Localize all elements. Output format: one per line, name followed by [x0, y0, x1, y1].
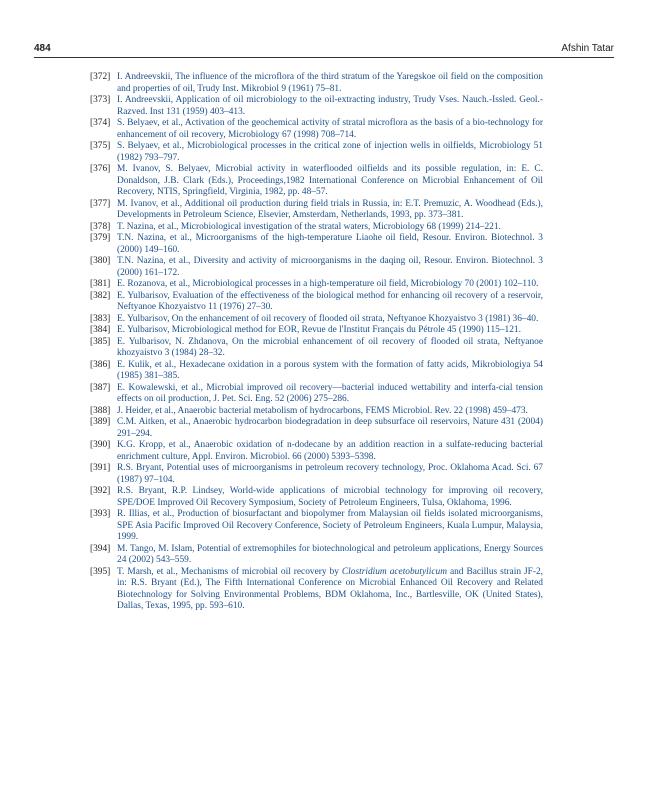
reference-number: [383]: [90, 313, 111, 324]
page-number: 484: [34, 43, 51, 54]
reference-388: [90, 406, 543, 418]
reference-link[interactable]: E. Yulbarisov, On the enhancement of oil recovery of flooded oil strata, Neftyanoe Khozyaistvo 3 (1981) 36–40.: [117, 313, 539, 324]
reference-386: [90, 360, 543, 383]
reference-link[interactable]: M. Ivanov, et al., Additional oil production during field trials in Russia, in: E.T. Premuzic, A. Woodhead (Eds.), Developments in Petroleum Science, Elsevier, Amsterdam, Netherlands, 1993, pp. 373–381.: [117, 198, 543, 220]
reference-387: [90, 383, 543, 406]
reference-link[interactable]: E. Rozanova, et al., Microbiological processes in a high-temperature oil field, Microbiology 70 (2001) 102–110.: [117, 279, 539, 289]
reference-390: [90, 440, 543, 463]
reference-375: [90, 141, 543, 164]
species-name: Clostridium acetobutylicum: [341, 566, 447, 577]
reference-382: [90, 291, 543, 314]
reference-number: [372]: [90, 72, 111, 82]
reference-link[interactable]: M. Ivanov, S. Belyaev, Microbial activity in waterflooded oilfields and its possible regulation, in: E. C. Donaldson, J.B. Clark (Eds.), Proceedings,1982 International Conference on Microbial Enhancement of Oil Recovery, NTIS, Springfield, Virginia, 1982, pp. 48–57.: [117, 164, 543, 197]
reference-391: [90, 463, 543, 486]
reference-378: [90, 222, 543, 234]
reference-link[interactable]: K.G. Kropp, et al., Anaerobic oxidation of n-dodecane by an addition reaction in a sulfate-reducing bacterial enrichment culture, Appl. Environ. Microbiol. 66 (2000) 5393–5398.: [117, 440, 543, 462]
reference-372: [90, 72, 543, 95]
reference-link[interactable]: T.N. Nazina, et al., Microorganisms of the high-temperature Liaohe oil field, Resour. Environ. Biotechnol. 3 (2000) 149–160.: [117, 233, 543, 255]
reference-link[interactable]: I. Andreevskii, Application of oil microbiology to the oil-extracting industry, Trudy Vses. Nauch.-Issled. Geol.-Razved. Inst 131 (1959) 403–413.: [117, 95, 543, 117]
reference-392: [90, 486, 543, 509]
reference-link[interactable]: R. Illias, et al., Production of biosurfactant and biopolymer from Malaysian oil fields isolated microorganisms, SPE Asia Pacific Improved Oil Recovery Conference, Society of Petroleum Engineers, Kuala Lumpur, Malaysia, 1999.: [117, 509, 543, 542]
reference-link[interactable]: [117, 567, 543, 612]
reference-395: [90, 567, 543, 613]
reference-link[interactable]: I. Andreevskii, The influence of the microflora of the third stratum of the Yaregskoe oil field on the composition and properties of oil, Trudy Inst. Mikrobiol 9 (1961) 75–81.: [117, 72, 543, 94]
reference-number: [391]: [90, 463, 111, 473]
reference-link[interactable]: T. Nazina, et al., Microbiological investigation of the stratal waters, Microbiology 68 (1999) 214–221.: [117, 221, 501, 232]
reference-link[interactable]: R.S. Bryant, Potential uses of microorganisms in petroleum recovery technology, Proc. Oklahoma Acad. Sci. 67 (1987) 97–104.: [117, 463, 543, 485]
reference-385: [90, 337, 543, 360]
reference-number: [387]: [90, 382, 111, 393]
reference-393: [90, 509, 543, 544]
reference-379: [90, 233, 543, 256]
reference-number: [394]: [90, 543, 111, 554]
reference-list: [90, 72, 543, 613]
reference-link[interactable]: T.N. Nazina, et al., Diversity and activity of microorganisms in the daqing oil, Resour. Environ. Biotechnol. 3 (2000) 161–172.: [117, 256, 543, 278]
reference-number: [378]: [90, 221, 111, 232]
reference-text-before: T. Marsh, et al., Mechanisms of microbial oil recovery by: [117, 566, 342, 577]
reference-number: [384]: [90, 325, 111, 335]
reference-number: [388]: [90, 405, 111, 416]
reference-link[interactable]: E. Yulbarisov, N. Zhdanova, On the microbial enhancement of oil recovery of flooded oil strata, Neftyanoe khozyaistvo 3 (1984) 28–32.: [117, 336, 543, 358]
reference-text-after: and Bacillus strain JF-2, in: R.S. Bryant (Ed.), The Fifth International Conference on Microbial Enhanced Oil Recovery and Related Biotechnology for Solving Environmental Problems, BDM Oklahoma, Inc., Bartlesville, OK (United States), Dallas, Texas, 1995, pp. 593–610.: [117, 566, 544, 611]
reference-number: [373]: [90, 95, 111, 105]
reference-link[interactable]: C.M. Aitken, et al., Anaerobic hydrocarbon biodegradation in deep subsurface oil reservoirs, Nature 431 (2004) 291–294.: [117, 417, 543, 439]
running-header: [34, 41, 614, 57]
reference-link[interactable]: E. Kulik, et al., Hexadecane oxidation in a porous system with the formation of fatty acids, Mikrobiologiya 54 (1985) 381–385.: [117, 359, 543, 381]
reference-number: [377]: [90, 198, 111, 209]
running-author: Afshin Tatar: [561, 43, 614, 54]
reference-number: [392]: [90, 486, 111, 496]
reference-number: [379]: [90, 233, 111, 243]
reference-number: [376]: [90, 164, 111, 174]
reference-number: [382]: [90, 290, 111, 301]
reference-377: [90, 199, 543, 222]
reference-number: [385]: [90, 336, 111, 347]
reference-number: [381]: [90, 279, 111, 289]
reference-number: [374]: [90, 118, 111, 128]
reference-number: [390]: [90, 440, 111, 450]
header-rule: [34, 57, 614, 58]
reference-number: [375]: [90, 141, 111, 151]
reference-384: [90, 325, 543, 337]
reference-link[interactable]: S. Belyaev, et al., Activation of the geochemical activity of stratal microflora as the basis of a bio-technology for enhancement of oil recovery, Microbiology 67 (1998) 708–714.: [117, 118, 543, 140]
reference-389: [90, 417, 543, 440]
reference-number: [380]: [90, 256, 111, 266]
reference-number: [386]: [90, 359, 111, 370]
reference-link[interactable]: E. Kowalewski, et al., Microbial improved oil recovery—bacterial induced wettability and interfa-cial tension effects on oil production, J. Pet. Sci. Eng. 52 (2006) 275–286.: [117, 382, 543, 404]
reference-number: [389]: [90, 417, 111, 427]
reference-link[interactable]: R.S. Bryant, R.P. Lindsey, World-wide applications of microbial technology for improving oil recovery, SPE/DOE Improved Oil Recovery Symposium, Society of Petroleum Engineers, Tulsa, Oklahoma, 1996.: [117, 486, 543, 508]
reference-number: [393]: [90, 509, 111, 519]
reference-381: [90, 279, 543, 291]
reference-link[interactable]: E. Yulbarisov, Evaluation of the effectiveness of the biological method for enhancing oil recovery of a reservoir, Neftyanoe Khozyaistvo 11 (1976) 27–30.: [117, 290, 543, 312]
reference-383: [90, 314, 543, 326]
reference-380: [90, 256, 543, 279]
reference-link[interactable]: E. Yulbarisov, Microbiological method for EOR, Revue de l'Institut Français du Pétrole 45 (1990) 115–121.: [117, 325, 521, 335]
reference-link[interactable]: M. Tango, M. Islam, Potential of extremophiles for biotechnological and petroleum applications, Energy Sources 24 (2002) 543–559.: [117, 543, 543, 565]
reference-number: [395]: [90, 566, 111, 577]
reference-376: [90, 164, 543, 199]
reference-374: [90, 118, 543, 141]
reference-link[interactable]: S. Belyaev, et al., Microbiological processes in the critical zone of injection wells in oilfields, Microbiology 51 (1982) 793–797.: [117, 141, 543, 163]
reference-394: [90, 544, 543, 567]
reference-373: [90, 95, 543, 118]
reference-link[interactable]: J. Heider, et al., Anaerobic bacterial metabolism of hydrocarbons, FEMS Microbiol. Rev. 22 (1998) 459–473.: [117, 405, 528, 416]
